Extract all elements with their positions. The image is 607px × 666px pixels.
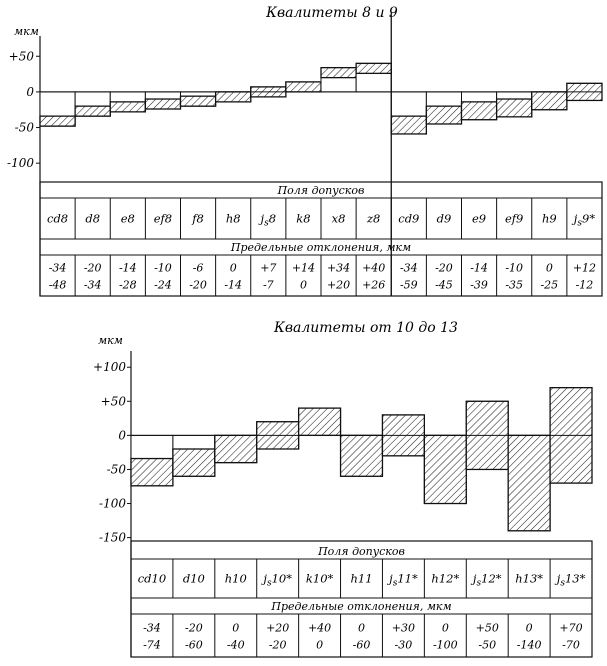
lower-deviation: -35 xyxy=(505,278,524,292)
upper-deviation: +40 xyxy=(362,261,386,275)
y-axis-unit: мкм xyxy=(14,25,39,38)
tolerance-field-label: $j_s13*$ xyxy=(556,571,586,589)
upper-deviation: 0 xyxy=(525,621,533,635)
tolerance-zone-bar xyxy=(424,435,466,503)
tolerance-field-label: d10 xyxy=(182,571,205,586)
y-tick-label: +50 xyxy=(100,394,126,409)
tolerance-field-label: $j_s10*$ xyxy=(263,571,292,589)
tolerance-zone-bar xyxy=(532,92,567,110)
tolerance-field-label: x8 xyxy=(331,211,346,226)
upper-deviation: +70 xyxy=(559,621,583,635)
tolerance-field-label: z8 xyxy=(366,211,381,226)
chart-2 xyxy=(93,320,592,657)
upper-deviation: +40 xyxy=(307,621,332,635)
tolerance-zone-bar xyxy=(321,68,356,78)
upper-deviation: +7 xyxy=(260,261,277,275)
tolerance-zone-bar xyxy=(462,102,497,120)
upper-deviation: +34 xyxy=(326,261,351,275)
deviations-header: Предельные отклонения, мкм xyxy=(230,241,412,254)
upper-deviation: +12 xyxy=(572,261,597,275)
upper-deviation: -34 xyxy=(48,261,67,275)
upper-deviation: +30 xyxy=(391,621,416,635)
tolerance-field-label: h11 xyxy=(350,571,373,586)
upper-deviation: -14 xyxy=(470,261,488,275)
upper-deviation: -10 xyxy=(505,261,524,275)
upper-deviation: +50 xyxy=(475,621,499,635)
lower-deviation: 0 xyxy=(299,278,307,292)
tolerance-field-label: h10 xyxy=(224,571,247,586)
lower-deviation: -7 xyxy=(262,278,274,292)
upper-deviation: -6 xyxy=(192,261,204,275)
tolerance-zone-bar xyxy=(426,106,461,124)
y-tick-label: -50 xyxy=(14,120,34,135)
y-tick-label: +100 xyxy=(93,360,126,375)
tolerance-zone-bar xyxy=(145,99,180,109)
lower-deviation: -24 xyxy=(154,278,172,292)
y-tick-label: 0 xyxy=(26,84,34,99)
lower-deviation: -25 xyxy=(540,278,559,292)
tolerance-field-label: h9 xyxy=(541,211,557,226)
upper-deviation: -34 xyxy=(143,621,161,635)
upper-deviation: 0 xyxy=(441,621,449,635)
tolerance-field-label: $j_s9*$ xyxy=(573,211,596,229)
tolerance-table xyxy=(40,182,602,296)
lower-deviation: +20 xyxy=(326,278,351,292)
lower-deviation: +26 xyxy=(362,278,386,292)
upper-deviation: -20 xyxy=(185,621,203,635)
y-tick-label: 0 xyxy=(118,428,126,443)
lower-deviation: -12 xyxy=(575,278,594,292)
lower-deviation: -100 xyxy=(432,638,458,652)
tolerance-zone-bar xyxy=(215,435,257,462)
tolerance-field-label: $j_s11*$ xyxy=(389,571,418,589)
tolerance-field-label: h8 xyxy=(225,211,241,226)
tolerance-zone-bar xyxy=(216,92,251,102)
lower-deviation: -59 xyxy=(399,278,418,292)
lower-deviation: -20 xyxy=(189,278,207,292)
upper-deviation: -34 xyxy=(399,261,418,275)
lower-deviation: -48 xyxy=(48,278,67,292)
tolerance-field-label: cd10 xyxy=(137,571,167,586)
upper-deviation: 0 xyxy=(545,261,553,275)
tolerance-field-label: h12* xyxy=(431,571,460,586)
lower-deviation: -70 xyxy=(562,638,580,652)
lower-deviation: -39 xyxy=(470,278,488,292)
lower-deviation: -20 xyxy=(268,638,287,652)
lower-deviation: -28 xyxy=(118,278,137,292)
y-tick-label: +50 xyxy=(8,49,34,64)
lower-deviation: -14 xyxy=(224,278,243,292)
tolerance-field-label: k10* xyxy=(305,571,334,586)
upper-deviation: -10 xyxy=(154,261,172,275)
upper-deviation: 0 xyxy=(232,621,240,635)
tolerance-zone-bar xyxy=(173,449,215,476)
tolerance-field-label: ef9 xyxy=(504,211,524,226)
tolerance-zone-bar xyxy=(181,96,216,106)
upper-deviation: 0 xyxy=(358,621,365,635)
tolerance-zone-bar xyxy=(286,82,321,92)
deviations-header: Предельные отклонения, мкм xyxy=(271,600,452,613)
y-axis-unit: мкм xyxy=(98,334,123,347)
tolerance-zone-bar xyxy=(40,116,75,126)
tolerance-field-label: $j_s8$ xyxy=(260,211,277,229)
tolerance-zone-bar xyxy=(391,116,426,134)
fields-header: Поля допусков xyxy=(318,545,405,558)
tolerance-field-label: $j_s12*$ xyxy=(472,571,502,589)
upper-deviation: +20 xyxy=(266,621,290,635)
tolerance-field-label: k8 xyxy=(296,211,311,226)
lower-deviation: -60 xyxy=(185,638,203,652)
tolerance-table xyxy=(131,541,592,657)
tolerance-field-label: d8 xyxy=(85,211,101,226)
lower-deviation: -45 xyxy=(435,278,453,292)
tolerance-field-label: e8 xyxy=(120,211,135,226)
upper-deviation: -20 xyxy=(83,261,102,275)
tolerance-zone-bar xyxy=(299,408,341,435)
tolerance-zone-bar xyxy=(341,435,383,476)
tolerance-field-label: cd8 xyxy=(47,211,69,226)
upper-deviation: -14 xyxy=(118,261,137,275)
tolerance-zone-bar xyxy=(497,99,532,117)
lower-deviation: -60 xyxy=(352,638,371,652)
tolerance-zone-bar xyxy=(110,102,145,112)
lower-deviation: -50 xyxy=(478,638,497,652)
lower-deviation: -40 xyxy=(226,638,245,652)
tolerance-field-label: h13* xyxy=(515,571,544,586)
tolerance-field-label: d9 xyxy=(436,211,452,226)
tolerance-field-label: ef8 xyxy=(153,211,173,226)
tolerance-zone-bar xyxy=(75,106,110,116)
tolerance-field-label: f8 xyxy=(192,211,204,226)
chart-1 xyxy=(7,5,602,296)
tolerance-zone-bar xyxy=(131,459,173,486)
chart-title: Квалитеты 8 и 9 xyxy=(266,5,398,21)
lower-deviation: -30 xyxy=(394,638,413,652)
chart-title: Квалитеты от 10 до 13 xyxy=(274,320,458,336)
upper-deviation: +14 xyxy=(291,261,316,275)
tolerance-field-label: cd9 xyxy=(398,211,420,226)
lower-deviation: -34 xyxy=(83,278,102,292)
lower-deviation: -74 xyxy=(143,638,161,652)
lower-deviation: -140 xyxy=(516,638,542,652)
fields-header: Поля допусков xyxy=(277,184,365,197)
y-tick-label: -100 xyxy=(7,156,34,171)
y-tick-label: -50 xyxy=(106,462,126,477)
y-tick-label: -150 xyxy=(99,530,126,545)
upper-deviation: -20 xyxy=(435,261,453,275)
tolerance-zone-bar xyxy=(356,63,391,73)
lower-deviation: 0 xyxy=(316,638,324,652)
y-tick-label: -100 xyxy=(99,496,126,511)
tolerance-zone-bar xyxy=(508,435,550,530)
tolerance-field-label: e9 xyxy=(472,211,487,226)
upper-deviation: 0 xyxy=(229,261,237,275)
